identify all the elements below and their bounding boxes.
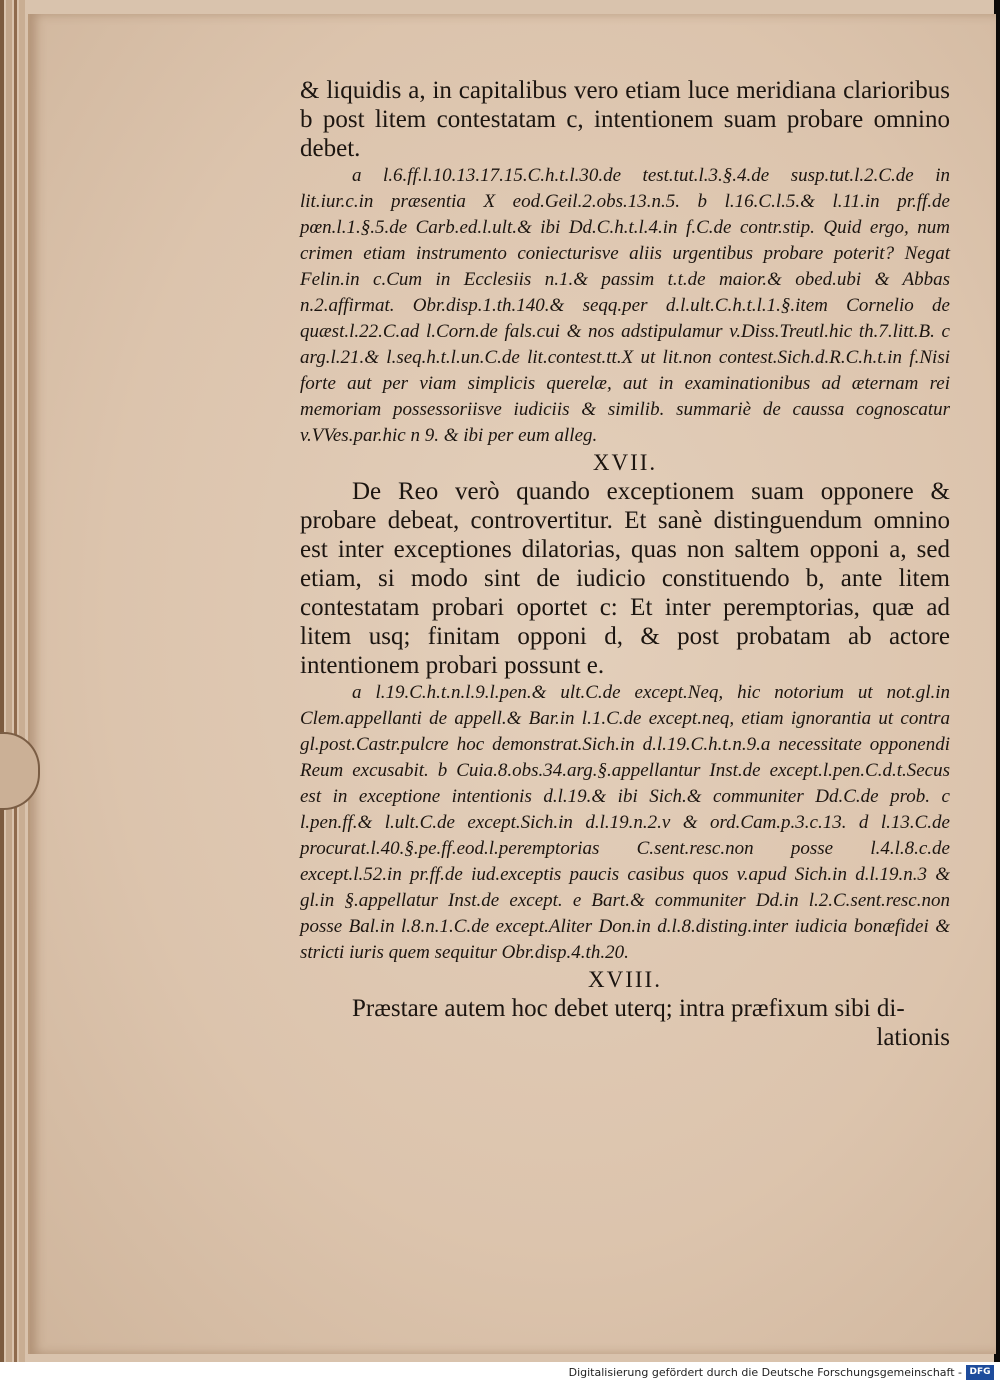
section-heading-xviii: XVIII.: [588, 967, 662, 992]
book-edge: [6, 0, 12, 1362]
page-text-block: [300, 76, 950, 1053]
book-edge: [19, 0, 25, 1362]
footnotes-block-1: a l.6.ff.l.10.13.17.15.C.h.t.l.30.de test.tut.l.3.§.4.de susp.tut.l.2.C.de in lit.iur.c.in præsentia X eod.Geil.2.obs.13.n.5. b l.16.C.l.5.& l.11.in pr.ff.de pœn.l.1.§.5.de Carb.ed.l.ult.& ibi Dd.C.h.t.l.4.in f.C.de contr.stip. Quid ergo, num crimen etiam instrumento coniecturisve aliis urgentibus probare poterit? Negat Felin.in c.Cum in Ecclesiis n.1.& passim t.t.de maior.& obed.ubi & Abbas n.2.affirmat. Obr.disp.1.th.140.& seqq.per d.l.ult.C.h.t.l.1.§.item Cornelio de quæst.l.22.C.ad l.Corn.de fals.cui & nos adstipulamur v.Diss.Treutl.hic th.7.litt.B. c arg.l.21.& l.seq.h.t.l.un.C.de lit.contest.tt.X ut lit.non contest.Sich.d.R.C.h.t.in f.Nisi forte aut per viam simplicis querelæ, aut in examinationibus ad æternam rei memoriam possessoriisve iudiciis & similib. summariè de caussa cognoscatur v.VVes.par.hic n 9. & ibi per eum alleg.: [300, 165, 950, 446]
footnotes-block-2: a l.19.C.h.t.n.l.9.l.pen.& ult.C.de except.Neq, hic notorium ut not.gl.in Clem.appellanti de appell.& Bar.in l.1.C.de except.neq, etiam ignorantia ut contra gl.post.Castr.pulcre hoc demonstrat.Sich.in d.l.19.C.h.t.n.9.a necessitate opponendi Reum excusabit. b Cuia.8.obs.34.arg.§.appellantur Inst.de except.l.pen.C.d.t.Secus est in exceptione intentionis d.l.19.& ibi Sich.& communiter Dd.C.de prob. c l.pen.ff.& l.ult.C.de except.Sich.in d.l.19.n.2.v & ord.Cam.p.3.c.13. d l.13.C.de procurat.l.40.§.pe.ff.eod.l.peremptorias C.sent.resc.non posse l.4.l.8.c.de except.l.52.in pr.ff.de iud.exceptis paucis casibus quos v.apud Sich.in d.l.19.n.3 & gl.in §.appellatur Inst.de except. e Bart.& communiter Dd.in l.2.C.sent.resc.non posse Bal.in l.8.n.1.C.de except.Aliter Don.in d.l.8.disting.inter iudicia bonæfidei & stricti iuris quem sequitur Obr.disp.4.th.20.: [300, 682, 950, 963]
section-heading-xvii: XVII.: [592, 450, 658, 475]
paragraph-xvii: De Reo verò quando exceptionem suam opponere & probare debeat, controvertitur. Et sanè distinguendum omnino est inter exceptiones dilatorias, quas non saltem opponi a, sed etiam, si modo sint de iudicio constituendo b, ante litem contestatam probari oportet c: Et inter peremptorias, quæ ad litem usq; finitam opponi d, & post probatam ab actore intentionem probari possunt e.: [300, 478, 950, 679]
book-edge: [14, 0, 17, 1362]
catchword: lationis: [876, 1024, 950, 1051]
opening-paragraph: & liquidis a, in capitalibus vero etiam luce meridiana clarioribus b post litem contestatam c, intentionem suam probare omnino debet.: [300, 77, 950, 162]
book-edge: [0, 0, 4, 1362]
footer-bar: [0, 1362, 1000, 1384]
paragraph-xviii: Præstare autem hoc debet uterq; intra præfixum sibi di-: [352, 995, 905, 1022]
funding-credit: Digitalisierung gefördert durch die Deutsche Forschungsgemeinschaft -: [568, 1366, 962, 1379]
dfg-logo: DFG: [966, 1365, 994, 1380]
